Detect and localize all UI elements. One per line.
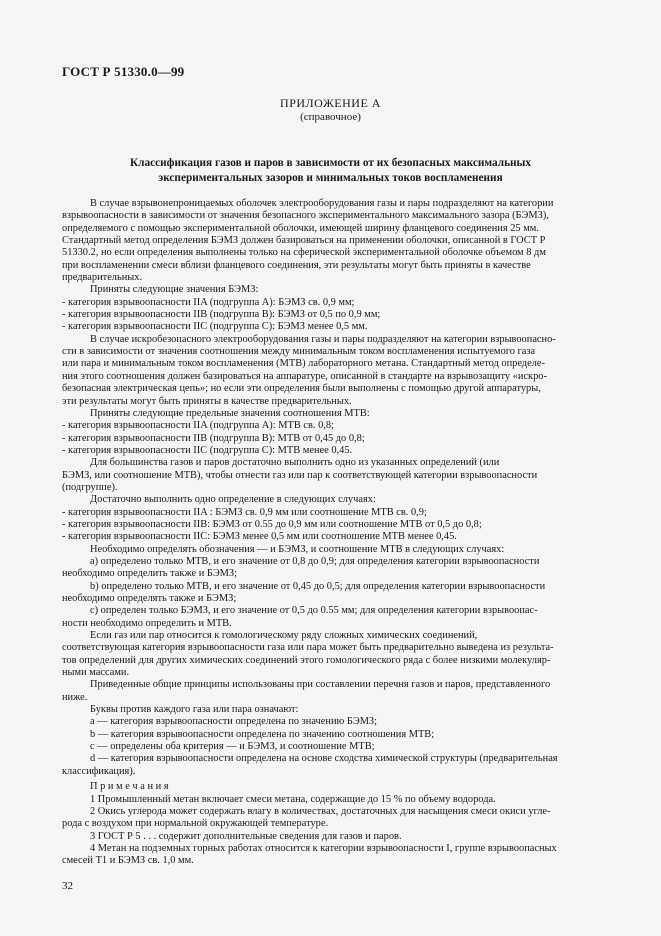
text-line: определяемого с помощью экспериментальной оболочки, имеющей ширину фланцевого соединения 25 мм. [62, 222, 539, 234]
text-line: необходимо определить также и БЭМЗ; [62, 568, 238, 580]
page-number: 32 [62, 880, 73, 892]
text-line: В случае искробезопасного электрооборудования газы и пары подразделяют на категории взрывоопасно- [90, 333, 556, 345]
text-line: ниже. [62, 691, 88, 703]
text-line: сти в зависимости от значения соотношения между минимальным током воспламенения испытуемого газа [62, 346, 536, 358]
text-line: рода с воздухом при нормальной окружающей температуре. [62, 818, 329, 830]
text-line: необходимо определять также и БЭМЗ; [62, 593, 237, 604]
heading-line: экспериментальных зазоров и минимальных токов воспламенения [158, 172, 503, 184]
note-item: 4 Метан на подземных горных работах относится к категории взрывоопасности I, группе взрывоопасных [90, 842, 557, 854]
list-item: - категория взрывоопасности IIA (подгруппа А): БЭМЗ св. 0,9 мм; [62, 296, 355, 308]
list-item: - категория взрывоопасности IIB (подгруппа В): МТВ от 0,45 до 0,8; [62, 432, 365, 444]
list-item: - категория взрывоопасности IIB (подгруппа В): БЭМЗ от 0,5 по 0,9 мм; [62, 309, 381, 321]
list-item: а) определено только МТВ, и его значение от 0,8 до 0,9; для определения категории взрывоопасности [90, 555, 540, 567]
notes-heading: П р и м е ч а н и я [90, 781, 169, 793]
text-line: Достаточно выполнить одно определение в следующих случаях: [90, 494, 376, 506]
text-line: Для большинства газов и паров достаточно выполнить одно из указанных определений (или [90, 457, 500, 469]
section-heading [90, 156, 571, 186]
text-line: соответствующая категория взрывоопасности газа или пара может быть предварительно выведена из результа- [62, 642, 554, 654]
list-item: а — категория взрывоопасности определена по значению БЭМЗ; [90, 716, 378, 728]
text-line: предварительных. [62, 272, 143, 284]
text-line: Необходимо определять обозначения — и БЭМЗ, и соотношение МТВ в следующих случаях: [90, 543, 505, 555]
text-line: Стандартный метод определения БЭМЗ должен базироваться на применении оболочки, описанной в ГОСТ Р [62, 235, 546, 247]
list-item: с) определен только БЭМЗ, и его значение от 0,5 до 0.55 мм; для определения категории взрывоопас- [90, 605, 538, 617]
text-line: классификация). [62, 765, 136, 777]
list-item: b) определено только МТВ, и его значение от 0,45 до 0,5; для определения категории взрывоопасности [90, 580, 546, 592]
text-line: ными массами. [62, 667, 130, 679]
text-line: БЭМЗ, или соотношение МТВ), чтобы отнести газ или пар к соответствующей категории взрывоопасности [62, 469, 538, 481]
text-line: ности необходимо определить и МТВ. [62, 617, 232, 629]
text-line: при воспламенении смеси вблизи фланцевого соединения, эти результаты могут быть приняты в качестве [62, 259, 531, 271]
list-item: - категория взрывоопасности IIC (подгруппа С): БЭМЗ менее 0,5 мм. [62, 321, 368, 333]
body-text [62, 198, 599, 868]
text-line: смесей Т1 и БЭМЗ св. 1,0 мм. [62, 855, 194, 867]
text-line: Приведенные общие принципы использованы при составлении перечня газов и паров, представленного [90, 679, 551, 691]
text-line: Приняты следующие значения БЭМЗ: [90, 284, 259, 296]
list-item: - категория взрывоопасности IIA : БЭМЗ св. 0,9 мм или соотношение МТВ св. 0,9; [62, 506, 427, 518]
text-line: безопасная электрическая цепь»; но если эти определения были выполнены с помощью другой аппаратуры, [62, 383, 541, 395]
document-code: ГОСТ Р 51330.0—99 [62, 64, 185, 79]
text-line: 51330.2, но если определения выполнены только на сферической экспериментальной оболочке объемом 8 дм [62, 247, 546, 259]
note-item: 1 Промышленный метан включает смеси метана, содержащие до 15 % по объему водорода. [90, 793, 496, 805]
text-line: или пара и минимальным током воспламенения (МТВ) лабораторного метана. Стандартный метод определе- [62, 358, 545, 370]
list-item: - категория взрывоопасности IIB: БЭМЗ от 0.55 до 0,9 мм или соотношение МТВ от 0,5 до 0,8; [62, 518, 482, 530]
appendix-subtitle: (справочное) [300, 111, 361, 123]
text-line: взрывоопасности в зависимости от значения безопасного экспериментального максимального зазора (БЭМЗ), [62, 210, 549, 222]
note-item: 3 ГОСТ Р 5 . . . содержит дополнительные сведения для газов и паров. [90, 830, 402, 842]
list-item: - категория взрывоопасности IIA (подгруппа А): МТВ св. 0,8; [62, 420, 334, 432]
text-line: эти результаты могут быть приняты в качестве предварительных. [62, 395, 352, 407]
heading-line: Классификация газов и паров в зависимости от их безопасных максимальных [129, 157, 532, 169]
list-item: с — определены оба критерия — и БЭМЗ, и соотношение МТВ; [90, 741, 375, 753]
text-line: (подгруппе). [62, 481, 118, 493]
list-item: - категория взрывоопасности IIC (подгруппа С): МТВ менее 0,45. [62, 444, 353, 456]
list-item: b — категория взрывоопасности определена по значению соотношения МТВ; [90, 728, 435, 740]
text-line: тов определений для других химических соединений этого гомологического ряда с более низкими молекуляр- [62, 654, 551, 666]
appendix-title: ПРИЛОЖЕНИЕ А [280, 96, 381, 110]
list-item: - категория взрывоопасности IIC: БЭМЗ менее 0,5 мм или соотношение МТВ менее 0,45. [62, 531, 457, 543]
note-item: 2 Окись углерода может содержать влагу в количествах, достаточных для насыщения смеси окиси угле- [90, 805, 551, 817]
text-line: В случае взрывонепроницаемых оболочек электрооборудования газы и пары подразделяют на категории [90, 198, 554, 209]
text-line: Если газ или пар относится к гомологическому ряду сложных химических соединений, [90, 630, 478, 642]
list-item: d — категория взрывоопасности определена на основе сходства химической структуры (предварительная [90, 753, 558, 765]
text-line: ния этого соотношения должен базироваться на аппаратуре, описанной в стандарте на взрывозащиту «искро- [62, 370, 547, 382]
text-line: Приняты следующие предельные значения соотношения МТВ: [90, 407, 370, 419]
text-line: Буквы против каждого газа или пара означают: [90, 704, 299, 716]
